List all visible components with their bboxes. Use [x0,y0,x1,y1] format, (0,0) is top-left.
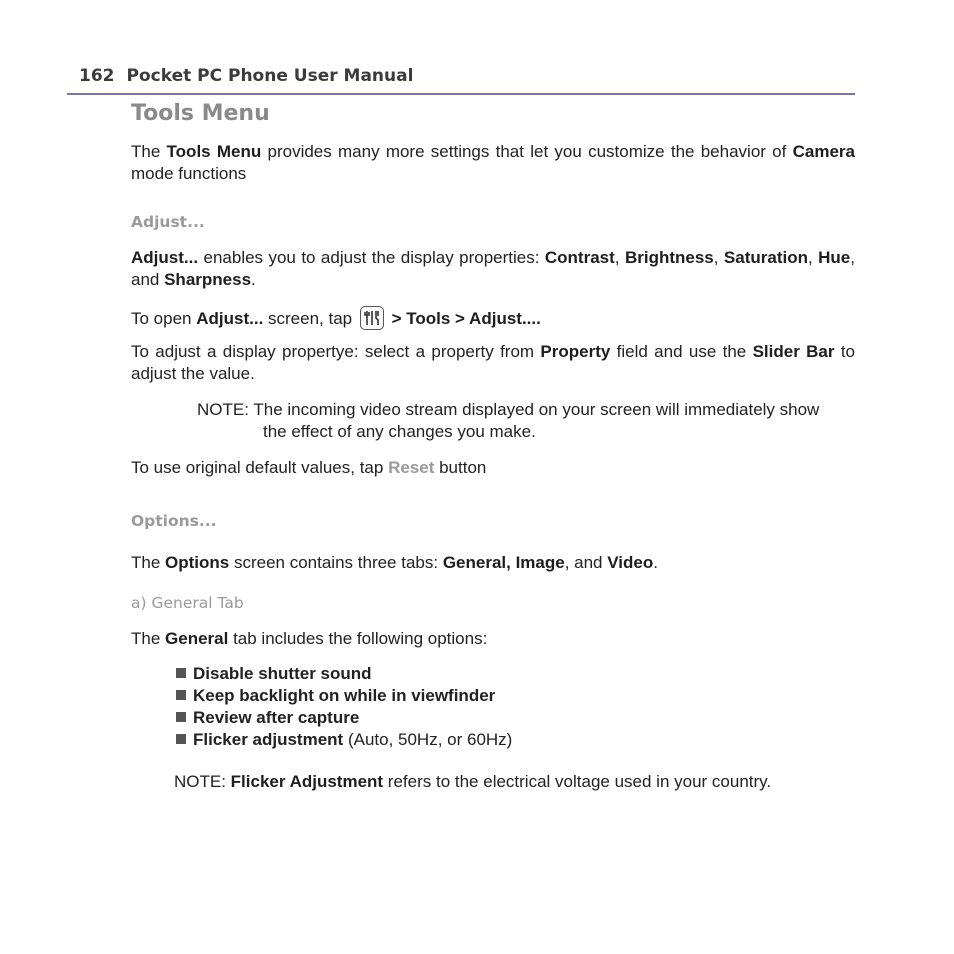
bullet-square-icon [176,690,186,700]
adjust-heading: Adjust... [131,213,205,231]
bullet-square-icon [176,734,186,744]
options-description: The Options screen contains three tabs: General, Image, and Video. [131,553,658,572]
bullet-square-icon [176,668,186,678]
list-item: Flicker adjustment (Auto, 50Hz, or 60Hz) [176,729,512,751]
tools-icon [360,306,384,330]
reset-label: Reset [388,458,435,477]
list-item: Review after capture [176,707,512,729]
page-number: 162 [79,66,115,86]
list-item: Keep backlight on while in viewfinder [176,685,512,707]
options-heading: Options... [131,512,217,530]
manual-title: Pocket PC Phone User Manual [126,66,414,86]
general-tab-description: The General tab includes the following options: [131,629,488,648]
flicker-note: NOTE: Flicker Adjustment refers to the electrical voltage used in your country. [174,772,772,791]
adjust-description: Adjust... enables you to adjust the display properties: Contrast, Brightness, Saturation, Hue, and Sharpness. [131,248,855,289]
video-stream-note: NOTE: The incoming video stream displayed on your screen will immediately show the effect of any changes you make. [197,400,820,441]
adjust-open-instructions: To open Adjust... screen, tap > Tools > Adjust.... [131,306,855,330]
general-options-list [176,663,512,751]
bullet-square-icon [176,712,186,722]
reset-instructions: To use original default values, tap Reset button [131,458,487,477]
intro-paragraph: The Tools Menu provides many more settings that let you customize the behavior of Camera mode functions [131,142,855,183]
adjust-property-instructions: To adjust a display propertye: select a property from Property field and use the Slider Bar to adjust the value. [131,342,856,383]
page-header [67,66,855,95]
section-title: Tools Menu [131,101,270,126]
general-tab-heading: a) General Tab [131,594,244,612]
list-item: Disable shutter sound [176,663,512,685]
